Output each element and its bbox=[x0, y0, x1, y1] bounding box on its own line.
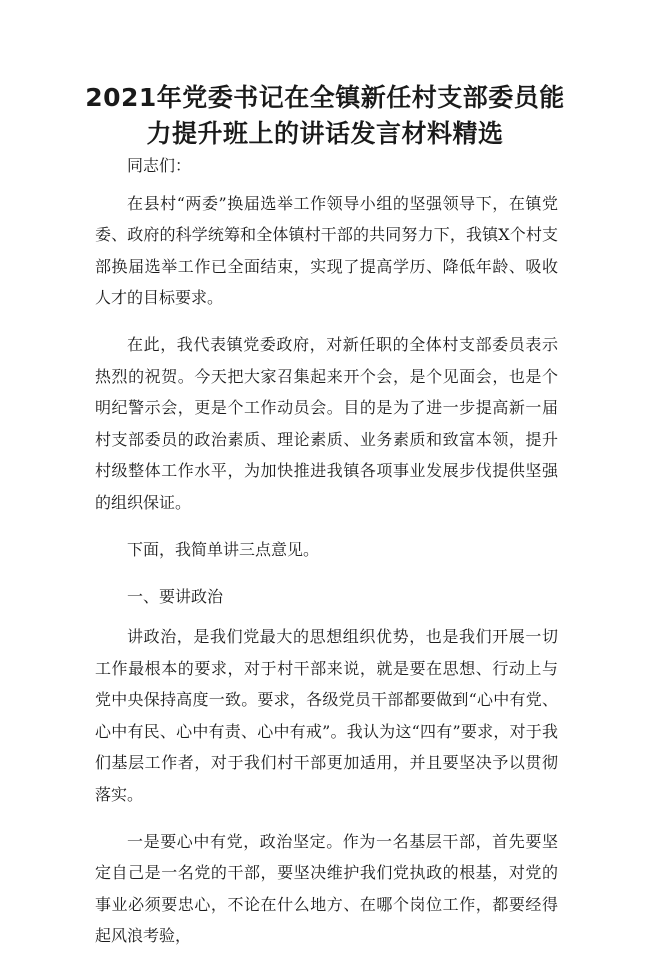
paragraph: 在此，我代表镇党委政府，对新任职的全体村支部委员表示热烈的祝贺。今天把大家召集起来开个会，是个见面会，也是个明纪警示会，更是个工作动员会。目的是为了进一步提高新一届村支部委员的政治素质、理论素质、业务素质和致富本领，提升村级整体工作水平，为加快推进我镇各项事业发展步伐提供坚强的组织保证。 bbox=[95, 335, 558, 512]
document-body bbox=[95, 150, 558, 967]
paragraph: 在县村“两委”换届选举工作领导小组的坚强领导下，在镇党委、政府的科学统筹和全体镇村干部的共同努力下，我镇X个村支部换届选举工作已全面结束，实现了提高学历、降低年龄、吸收人才的目标要求。 bbox=[95, 193, 558, 307]
paragraph: 一是要心中有党，政治坚定。作为一名基层干部，首先要坚定自己是一名党的干部，要坚决维护我们党执政的根基，对党的事业必须要忠心，不论在什么地方、在哪个岗位工作，都要经得起风浪考验， bbox=[95, 831, 558, 945]
paragraph: 讲政治，是我们党最大的思想组织优势，也是我们开展一切工作最根本的要求，对于村干部来说，就是要在思想、行动上与党中央保持高度一致。要求，各级党员干部都要做到“心中有党、心中有民、心中有责、心中有戒”。我认为这“四有”要求，对于我们基层工作者，对于我们村干部更加适用，并且要坚决予以贯彻落实。 bbox=[95, 627, 558, 804]
salutation: 同志们： bbox=[127, 156, 192, 175]
paragraph: 下面，我简单讲三点意见。 bbox=[127, 539, 320, 559]
document-title: 2021年党委书记在全镇新任村支部委员能力提升班上的讲话发言材料精选 bbox=[85, 83, 565, 148]
section-heading: 一、要讲政治 bbox=[127, 586, 224, 606]
